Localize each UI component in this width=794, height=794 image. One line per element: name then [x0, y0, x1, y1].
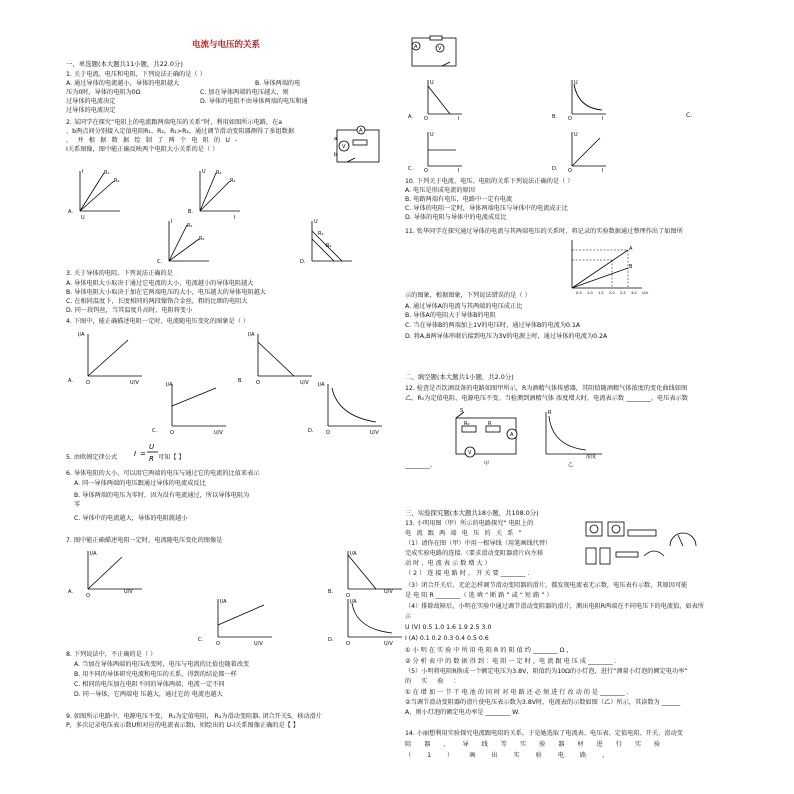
q5-stem-tail: 可知【 】: [158, 454, 185, 461]
q12-line1: 12. 检查是否饮酒设备的电路如图甲所示，R为酒精气体传感器，其阻值随酒精气体浓度的变化曲线如图: [405, 385, 688, 392]
svg-text:A: A: [510, 432, 514, 438]
q11-x-tick-label: 0.5: [576, 291, 582, 295]
q9-circuit-diagram: [406, 34, 462, 72]
q9-graph-c-x-label: I: [458, 168, 460, 174]
q9-graph-d-x-label: I: [602, 168, 604, 174]
q13-line9: （4）排除故障后，小明在实验中通过调节滑动变阻器的滑片，测出电阻R两端在不同电压下的电流值，如表所: [405, 603, 705, 610]
q2-graph-b: [186, 167, 242, 221]
q4-graph-a-option: A.: [68, 378, 73, 384]
q4-graph-d-origin: O: [326, 430, 330, 436]
q7-graph-c-option: C.: [198, 637, 204, 643]
q11-series-b-label: B: [629, 264, 633, 270]
q4-graph-d: [306, 380, 386, 435]
q9-graph-b-origin: O: [568, 116, 572, 122]
q11-option-a: A. 通过导体A的电流与其两端的电压成正比: [405, 303, 523, 310]
q6-stem: 6. 导体电阻的大小，可以用它两端的电压与通过它的电流的比值来表示: [66, 470, 260, 477]
q7-graph-b-option: B.: [328, 589, 334, 595]
q9-graph-a-option: A.: [408, 114, 413, 120]
q2-graph-b-option: B.: [188, 209, 194, 215]
q4-graph-a-x-label: U/V: [130, 380, 139, 386]
section-1-heading: 一、单选题(本大题共11小题，共22.0分): [66, 60, 183, 68]
q2-graph-d-r1-label: R₁: [318, 231, 324, 237]
q12-curve-x-label: 浓度: [586, 454, 597, 460]
q7-graph-b: [326, 547, 406, 597]
q9-graph-a: [406, 76, 466, 120]
q4-graph-b-x-label: U/V: [300, 380, 309, 386]
q2-graph-c-option: C.: [157, 259, 163, 265]
svg-text:S: S: [460, 408, 464, 414]
q11-series-a-line: [572, 250, 628, 288]
q3-stem: 3. 关于导体的电阻，下列说法正确的是: [66, 270, 173, 277]
q1-option-c: C. 加在导体两端的电压越大，则: [200, 89, 289, 96]
q13-table-row-u: U (V) 0.5 1.0 1.6 1.9 2.5 3.0: [405, 624, 492, 631]
q7-graph-d-origin: O: [346, 641, 350, 647]
q9-option-c-label: C.: [686, 112, 693, 119]
q9-graph-a-origin: O: [424, 116, 428, 122]
q2-graph-a-r1-label: R₁: [104, 170, 110, 176]
q9-graph-a-y-label: U: [430, 80, 434, 86]
q9-graph-d-option: D.: [552, 166, 558, 172]
q6-option-a: A. 同一导体两端的电压跟通过导体的电流成反比: [74, 480, 206, 487]
q4-graph-b-option: B.: [238, 378, 244, 384]
q4-graph-d-option: D.: [308, 428, 314, 434]
q13-line3: （1）请你在图（甲）中用一根导线（用笔画线代替）: [405, 540, 552, 547]
q7-graph-a-y-label: I/A: [90, 551, 97, 557]
q11-x-tick-label: 1.0: [587, 291, 593, 295]
q7-graph-c-x-label: U/V: [254, 641, 263, 647]
q2-graph-c-r1-label: R₁: [187, 223, 193, 229]
q11-chart: [560, 236, 650, 296]
q9-graph-a-x-label: I: [458, 116, 460, 122]
q2-graph-d-option: D.: [300, 259, 306, 265]
svg-text:A: A: [414, 44, 418, 50]
q4-graph-c-y-label: I/A: [166, 382, 173, 388]
q7-graph-c-y-label: I/A: [220, 599, 227, 605]
q13-line17: A，则小灯泡的额定电功率是 ________ W.: [405, 709, 520, 716]
q9-graph-c-option: C.: [408, 166, 414, 172]
q4-graph-c-x-label: U/V: [214, 430, 223, 436]
q13-line7: （3）闭合开关后，无论怎样调节滑动变阻器的滑片，都发现电流表无示数，电压表有示数，其原因可能: [405, 582, 688, 589]
q8-option-c: C. 相同的电压加在电阻不同的导体两端，电流一定不同: [74, 681, 225, 688]
svg-text:V: V: [342, 144, 346, 150]
q8-option-b: B. 用不同的导体研究电流和电压的关系，得到的结论都一样: [74, 671, 237, 678]
q4-graph-b-origin: O: [256, 380, 260, 386]
q2-graph-b-y-label: U: [202, 169, 206, 175]
q9-graph-d-y-label: U: [574, 132, 578, 138]
q1-option-b: B. 导体两端的电: [255, 80, 301, 87]
q12-label-jia: 甲: [484, 461, 490, 467]
q11-option-c: C. 当在导体B的两端加上1V的电压时，通过导体B的电流为0.1A: [405, 322, 581, 329]
q3-option-d: D. 同一段钨丝，当其温度升高时，电阻将变小: [66, 307, 193, 314]
svg-text:a: a: [334, 136, 338, 142]
q9-graph-b-x-label: I: [602, 116, 604, 122]
q4-graph-b: [236, 330, 316, 385]
q3-option-a: A. 导体电阻大小取决于通过它电流的大小，电流越小的导体电阻越大: [66, 280, 254, 287]
section-3-heading: 三、实验探究题(本大题共18小题，共108.0分): [405, 509, 539, 517]
q8-stem: 8. 下列说法中，不正确的是（ ）: [66, 651, 157, 658]
q4-graph-c: [150, 380, 230, 435]
q11-x-tick-label: 1.5: [598, 291, 604, 295]
q13-table-row-i: I (A) 0.1 0.2 0.3 0.4 0.5 0.6: [405, 635, 489, 642]
q9-graph-b: [550, 76, 610, 120]
q14-line2: 阻 器 、 导 线 等 实 验 器 材 进 行 实 验: [405, 741, 666, 748]
q11-series-a-label: A: [629, 246, 633, 252]
q2-graph-a-x-label: U: [81, 215, 85, 221]
q7-graph-a-option: A.: [68, 589, 73, 595]
svg-text:A: A: [359, 128, 363, 134]
section-2-heading: 二、填空题(本大题共1小题，共2.0分): [405, 373, 514, 381]
q10-option-c: C. 导体的电阻一定时，导体两端电压与导体中的电流成正比: [405, 205, 568, 212]
q14-line3: （ 1 ） 画 出 实 验 电 路 ，: [405, 752, 616, 759]
q2-graph-b-r2-label: R₂: [216, 170, 222, 176]
q11-line2: 示的图象，根据图象，下列说法错误的是（ ）: [405, 292, 531, 299]
q13-line13: （5）小明将电阻R换成一个额定电压为3.8V，阻值约为10Ω的小灯泡，进行“测量小灯泡的额定电功率”: [405, 668, 688, 675]
q9-line2: P，多次记录电压表示数U和对应的电流表示数I，则绘出的 U-I关系图像正确的是【 】: [66, 722, 299, 729]
q1-option-b-cont: 压为0时，导体的电阻为0Ω: [66, 89, 141, 96]
svg-text:=: =: [140, 450, 146, 458]
q13-line12: ② 分 析 表 中 的 数 据 得 到 ：电 阻 一 定 时 ，电 流 跟 电 压 成 ________ .: [405, 658, 617, 665]
q13-apparatus-figure: [578, 516, 703, 568]
q4-graph-a: [66, 330, 146, 385]
q12-line2: 乙，R₀为定值电阻，电源电压不变。当检测到酒精气体 浓度增大时，电流表示数 ________，电压表示数: [405, 395, 688, 402]
q2-graph-d-r2-label: R₂: [326, 243, 332, 249]
q2-graph-d-y-label: U: [314, 219, 318, 225]
q4-graph-c-option: C.: [152, 428, 158, 434]
q4-graph-d-x-label: U/V: [370, 430, 379, 436]
q11-option-b: B. 导体A的电阻大于导体B的电阻: [405, 312, 496, 319]
q5-formula-i: I: [134, 450, 137, 458]
q7-graph-c-origin: O: [216, 641, 220, 647]
q7-graph-a-origin: O: [86, 593, 90, 599]
q9-graph-b-option: B.: [552, 114, 558, 120]
q13-line2: 电 流 跟 两 端 电 压 的 关 系 ”: [405, 530, 524, 537]
q2-graph-a-option: A.: [68, 209, 73, 215]
svg-text:V: V: [438, 46, 442, 52]
q7-graph-b-origin: O: [346, 593, 350, 599]
q13-line5: 动 时 ，电 流 表 示 数 增 大 ）: [405, 560, 491, 567]
q1-option-d: D. 导体的电阻不由导体两端的电压和通: [200, 98, 308, 105]
q12-curve: [538, 408, 608, 468]
q1-stem: 1. 关于电流、电压和电阻，下列说法正确的是（ ）: [66, 71, 206, 78]
q11-line1: 11. 张华同学在探究通过导体的电流与其两端电压的关系时，将记录的实验数据通过整理作出了如图所: [405, 228, 683, 235]
svg-text:R₀: R₀: [464, 421, 470, 427]
q13-line10: 示: [405, 613, 412, 620]
q9-graph-d-origin: O: [568, 168, 572, 174]
q7-graph-c: [196, 595, 276, 645]
q2-graph-c-r2-label: R₂: [199, 236, 205, 242]
q11-x-tick-label: 3.0: [631, 291, 637, 295]
q5-formula-r: R: [149, 455, 154, 463]
q4-graph-b-y-label: I/A: [248, 332, 255, 338]
q12-line3: ________。: [405, 462, 436, 469]
q2-graph-a-y-label: I: [82, 169, 84, 175]
q12-circuit-diagram: [450, 408, 530, 468]
q7-graph-a-x-label: U/V: [124, 589, 133, 595]
q13-line4: 完成实验电路的连接.（要求滑动变阻器滑片向左移: [405, 550, 544, 557]
q3-option-b: B. 导体电阻大小取决于加在它两端电压的大小，电压越大的导体电阻越大: [66, 289, 266, 296]
q4-graph-a-y-label: I/A: [78, 332, 85, 338]
q9-graph-d: [550, 128, 610, 172]
q2-circuit-diagram: [333, 126, 383, 168]
q2-line4: I关系图像，图中能正确反映两个电阻大小关系的是（ ）: [66, 146, 219, 153]
q13-line6: （ 2 ） 连 接 电 路 时 ， 开 关 要 ________ .: [405, 570, 530, 577]
q5-formula-u: U: [149, 443, 155, 451]
q11-x-ticks: [576, 291, 649, 295]
q13-line14: 的 实 验 ：: [405, 678, 464, 685]
q2-graph-b-x-label: I: [234, 215, 236, 221]
q9-graph-b-y-label: U: [574, 80, 578, 86]
svg-text:V: V: [468, 450, 472, 456]
q7-graph-d-option: D.: [328, 637, 334, 643]
q4-graph-a-origin: O: [86, 380, 90, 386]
svg-text:b: b: [334, 152, 338, 158]
q2-line2: 、b两点间分别接入定值电阻R₁，R₂，R₁>R₂，通过调节滑动变阻器测得了多组数据: [66, 128, 295, 135]
q4-stem: 4. 下图中，能正确描述电阻一定时，电流随电压变化的图象是（ ）: [66, 318, 250, 325]
q13-line11: ① 小 明 在 实 验 中 所 用 电 阻 R 的 阻 值 约 ________ Ω ，: [405, 647, 573, 654]
q2-graph-c: [155, 217, 211, 263]
q12-label-yi: 乙: [568, 462, 574, 468]
q1-option-a: A. 通过导体的电流越小，导体的电阻越大: [66, 80, 180, 87]
q7-graph-b-y-label: I/A: [350, 551, 357, 557]
q11-series-b-line: [572, 268, 628, 288]
q13-line1: 13. 小明用图（甲）所示的电路探究“ 电阻上的: [405, 520, 534, 527]
q8-option-a: A. 当加在导体两端的电压改变时，电压与电流的比值也随着改变: [74, 661, 250, 668]
q13-line16: ②当调节滑动变阻器的滑片使电压表示数为3.8V时，电流表的示数如图（乙）所示，其读数为 ______: [405, 699, 681, 706]
q9-graph-c-origin: O: [424, 168, 428, 174]
q12-curve-y-label: R: [548, 410, 552, 416]
q11-option-d: D. 将A,B两导体串联后接到电压为3V的电源上时，通过导体的电流为0.2A: [405, 333, 608, 340]
q1-option-d-cont: 过导体的电流决定: [66, 107, 116, 114]
q11-x-tick-label: 2.0: [609, 291, 615, 295]
svg-text:R: R: [488, 421, 492, 427]
q10-stem: 10. 下列关于电流、电压、电阻的关系下列说法正确的是（ ）: [405, 178, 574, 185]
q2-graph-c-y-label: I: [171, 219, 173, 225]
q8-option-d: D. 同一导体，它两端电 压越大，通过它的 电流也越大: [74, 691, 223, 698]
q10-option-a: A. 电压是形成电流的原因: [405, 187, 475, 194]
q1-option-c-cont: 过导体的电流决定: [66, 98, 116, 105]
q2-graph-b-r1-label: R₁: [230, 178, 236, 184]
q7-graph-d-x-label: U/V: [384, 641, 393, 647]
q9-graph-c: [406, 128, 466, 172]
q2-graph-d: [298, 217, 354, 263]
q6-option-b-cont: 零: [74, 501, 81, 508]
q7-graph-d-y-label: I/A: [350, 599, 357, 605]
q11-x-tick-label: 2.5: [620, 291, 626, 295]
q7-graph-b-x-label: U/V: [384, 589, 393, 595]
q13-line8: 是 电 阻 R ________（ 选 填 “ 断 路 ” 或 “ 短 路 ” ）: [405, 592, 553, 599]
q7-stem: 7. 图中能正确描述电阻一定时，电流随电压变化的图像是: [66, 537, 223, 544]
q7-graph-a: [66, 547, 146, 597]
q9-line1: 9. 如图所示电路中，电源电压不变， R₁为定值电阻， R₂为滑动变阻器. 闭合开关S，移动滑片: [66, 713, 322, 720]
q14-line1: 14. 小丽想利用实验探究电流跟电阻的关系，于是她选取了电流表、电压表、定值电阻、开关、滑动变: [405, 730, 683, 737]
q2-graph-a: [66, 167, 122, 221]
q11-x-tick-label: U/V: [642, 291, 649, 295]
q2-line3: ，并根据数据绘制了两个电阻的U-: [66, 137, 243, 144]
q2-graph-a-r2-label: R₂: [114, 178, 120, 184]
q5-stem: 5. 由欧姆定律公式: [66, 454, 118, 461]
q6-option-c: C. 导体中的电流越大，导体的电阻就越小: [74, 515, 188, 522]
q3-option-c: C. 在相同温度下，长度相同的两段镍铬合金丝，粗的比细的电阻大: [66, 298, 248, 305]
q13-line15: ① 在 增 加 一 节 干 电 池 的 同 时 对 电 路 还 必 须 进 行 改 动 的 是 ________ .: [405, 689, 629, 696]
q9-graph-c-y-label: U: [430, 132, 434, 138]
q2-line1: 2. 某同学在探究“电阻上的电流跟两端电压的关系”时，利用如图所示电路，在a: [66, 119, 283, 126]
q7-graph-d: [326, 595, 406, 645]
q4-graph-d-y-label: I/A: [318, 382, 325, 388]
q10-option-d: D. 导体的电阻与导体中的电流成反比: [405, 214, 507, 221]
page-title: 电流与电压的关系: [192, 40, 261, 50]
q4-graph-c-origin: O: [170, 430, 174, 436]
q10-option-b: B. 电路两端有电压，电路中一定有电流: [405, 196, 513, 203]
q6-option-b: B. 导体两端的电压为零时，因为没有电流通过，所以导体电阻为: [74, 492, 250, 499]
